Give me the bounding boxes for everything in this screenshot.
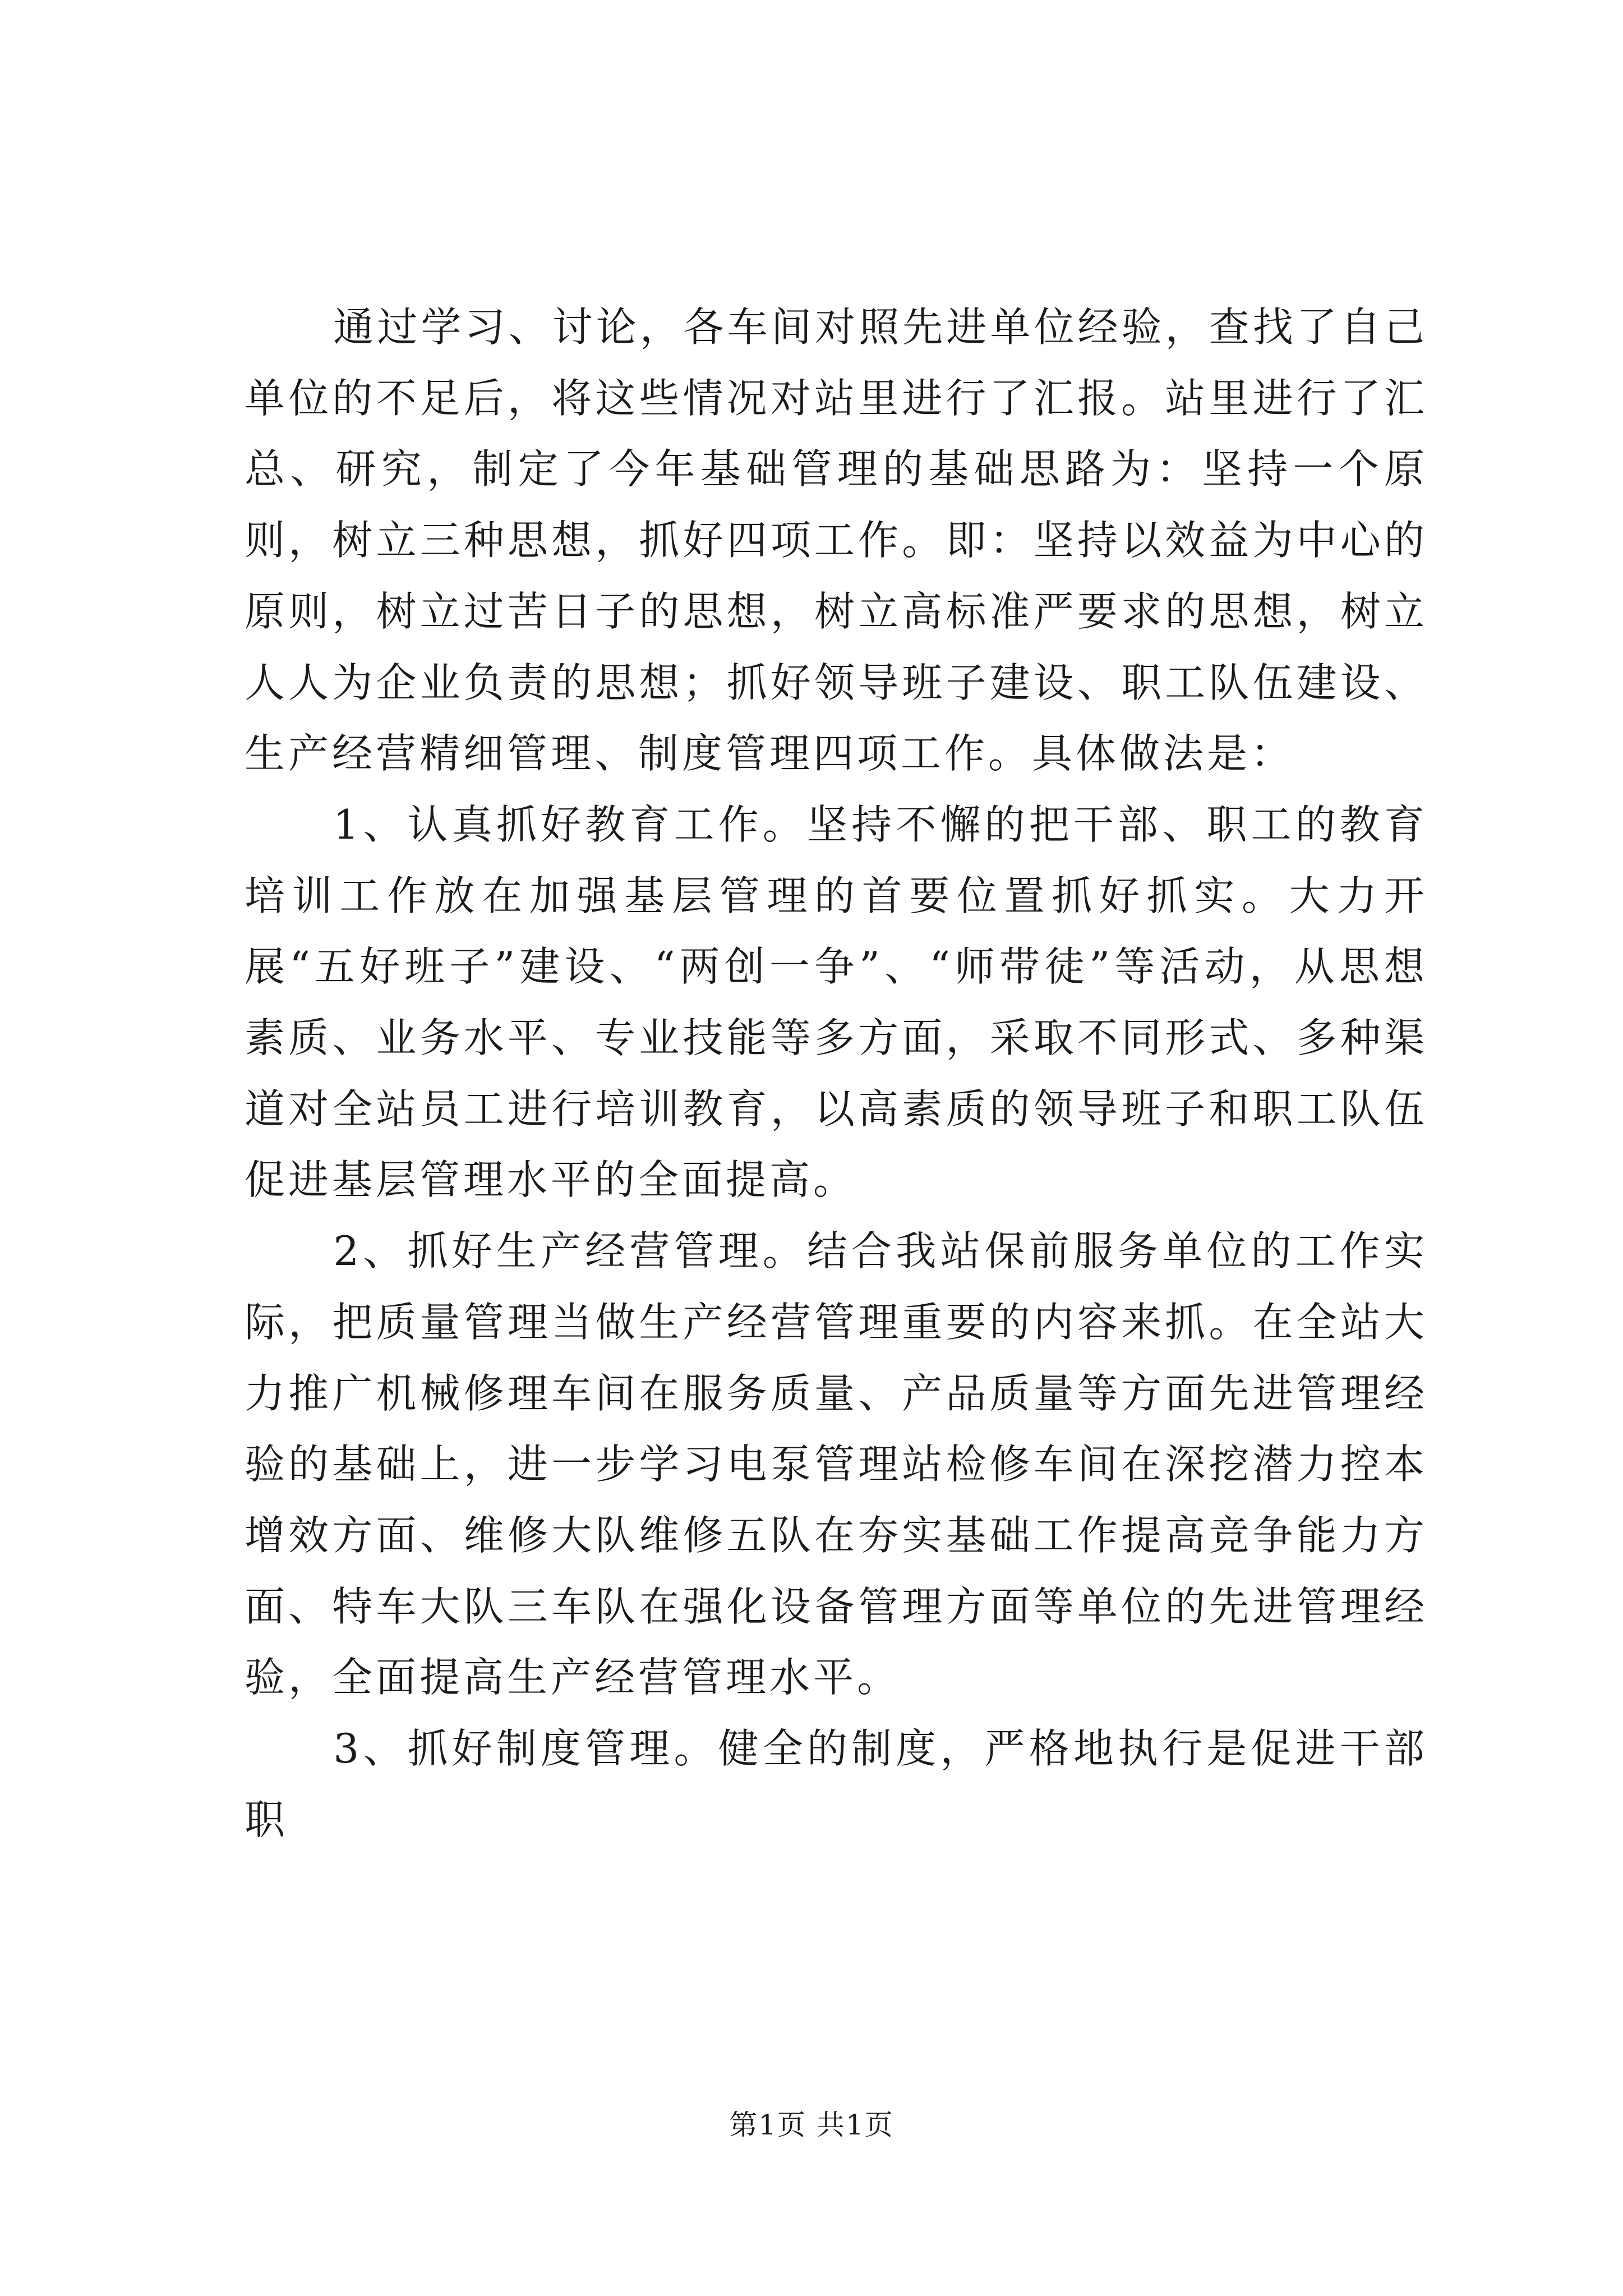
document-body <box>245 292 1428 1855</box>
paragraph-item-3: 3、抓好制度管理。健全的制度，严格地执行是促进干部职 <box>245 1725 1428 1843</box>
paragraph-intro: 通过学习、讨论，各车间对照先进单位经验，查找了自己单位的不足后，将这些情况对站里进行了汇报。站里进行了汇总、研究，制定了今年基础管理的基础思路为：坚持一个原则，树立三种思想，抓好四项工作。即：坚持以效益为中心的原则，树立过苦日子的思想，树立高标准严要求的思想，树立人人为企业负责的思想；抓好领导班子建设、职工队伍建设、生产经营精细管理、制度管理四项工作。具体做法是： <box>245 303 1428 777</box>
paragraph-item-2: 2、抓好生产经营管理。结合我站保前服务单位的工作实际，把质量管理当做生产经营管理重要的内容来抓。在全站大力推广机械修理车间在服务质量、产品质量等方面先进管理经验的基础上，进一步学习电泵管理站检修车间在深挖潜力控本增效方面、维修大队维修五队在夯实基础工作提高竞争能力方面、特车大队三车队在强化设备管理方面等单位的先进管理经验，全面提高生产经营管理水平。 <box>245 1227 1428 1701</box>
paragraph-item-1: 1、认真抓好教育工作。坚持不懈的把干部、职工的教育培训工作放在加强基层管理的首要位置抓好抓实。大力开展“五好班子”建设、“两创一争”、“师带徒”等活动，从思想素质、业务水平、专业技能等多方面，采取不同形式、多种渠道对全站员工进行培训教育，以高素质的领导班子和职工队伍促进基层管理水平的全面提高。 <box>245 800 1428 1204</box>
page-footer: 第1页 共1页 <box>729 2109 894 2141</box>
